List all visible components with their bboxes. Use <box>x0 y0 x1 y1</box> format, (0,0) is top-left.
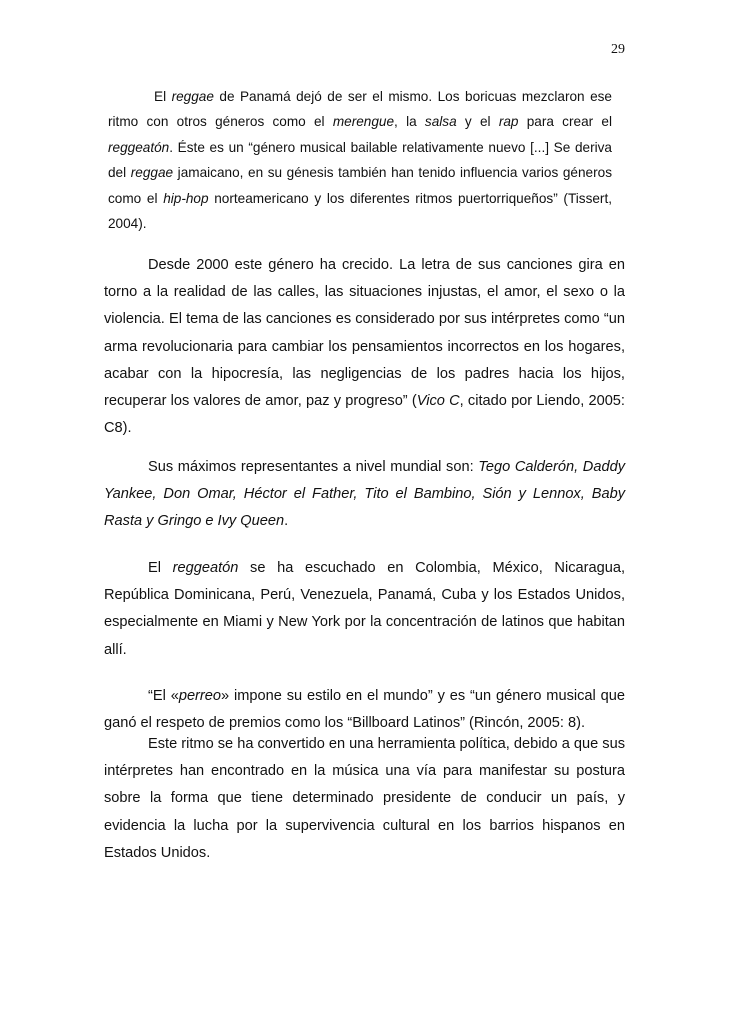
paragraph-political: Este ritmo se ha convertido en una herramienta política, debido a que sus intérpretes han encontrado en la música una vía para manifestar su postura sobre la forma que tiene determinado presidente de conducir un país, y evidencia la lucha por la supervivencia cultural en los barrios hispanos en Estados Unidos. <box>104 736 626 861</box>
paragraph-perreo: “El «perreo» impone su estilo en el mundo” y es “un género musical que ganó el respeto de premios como los “Billboard Latinos” (Rincón, 2005: 8). <box>104 688 625 732</box>
page-number: 29 <box>611 42 625 57</box>
paragraph-representatives: Sus máximos representantes a nivel mundial son: Tego Calderón, Daddy Yankee, Don Omar, Héctor el Father, Tito el Bambino, Sión y Lennox, Baby Rasta y Gringo e Ivy Queen. <box>104 459 625 530</box>
paragraph-growth: Desde 2000 este género ha crecido. La letra de sus canciones gira en torno a la realidad de las calles, las situaciones injustas, el amor, el sexo o la violencia. El tema de las canciones es considerado por sus intérpretes como “un arma revolucionaria para cambiar los pensamientos incorrectos en los hogares, acabar con la hipocresía, las negligencias de los padres hacia los hijos, recuperar los valores de amor, paz y progreso” (Vico C, citado por Liendo, 2005: C8). <box>104 257 625 437</box>
paragraph-countries: El reggeatón se ha escuchado en Colombia, México, Nicaragua, República Dominicana, Perú, Venezuela, Panamá, Cuba y los Estados Unidos, especialmente en Miami y New York por la concentración de latinos que habitan allí. <box>104 560 626 658</box>
block-quote: El reggae de Panamá dejó de ser el mismo. Los boricuas mezclaron ese ritmo con otros géneros como el merengue, la salsa y el rap para crear el reggeatón. Éste es un “género musical bailable relativamente nuevo [...] Se deriva del reggae jamaicano, en su génesis también han tenido influencia varios géneros como el hip-hop norteamericano y los diferentes ritmos puertorriqueños” (Tissert, 2004). <box>108 89 613 232</box>
